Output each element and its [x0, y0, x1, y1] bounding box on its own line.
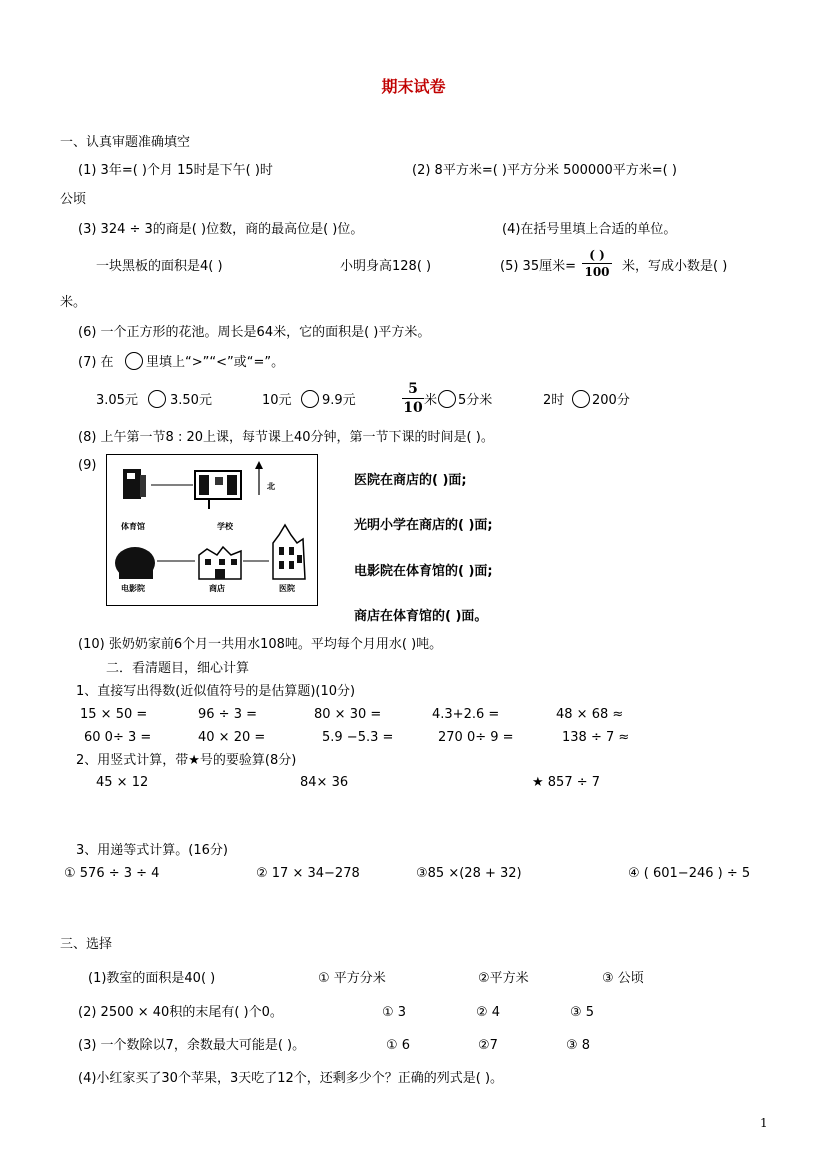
question-3: (3) 324 ÷ 3的商是( )位数，商的最高位是( )位。 [78, 222, 364, 237]
compare-3-left: 米 [424, 393, 438, 408]
part-2-heading: 2、用竖式计算，带★号的要验算(8分) [76, 753, 297, 768]
shop-label: 商店 [209, 584, 225, 593]
choice-1-option-2[interactable]: ②平方米 [478, 971, 529, 986]
choice-2-option-3[interactable]: ③ 5 [570, 1005, 595, 1020]
vertical-calc-3: ★ 857 ÷ 7 [532, 775, 601, 790]
compare-circle [125, 352, 143, 370]
question-10: (10) 张奶奶家前6个月一共用水108吨。平均每个月用水( )吨。 [78, 637, 443, 652]
question-9c: 电影院在体育馆的( )面; [354, 564, 493, 579]
compare-2-left: 10元 [262, 393, 292, 408]
question-5: (5) 35厘米= [500, 259, 576, 274]
step-calc-1: ① 576 ÷ 3 ÷ 4 [64, 866, 160, 881]
fraction-denominator: 10 [403, 400, 423, 416]
compare-3-fraction [402, 381, 424, 416]
compare-2-circle[interactable] [301, 390, 319, 408]
gym-label: 体育馆 [121, 522, 145, 531]
page-title: 期末试卷 [381, 77, 446, 96]
calc-row1-4: 4.3+2.6 = [432, 707, 500, 722]
calc-row2-5: 138 ÷ 7 ≈ [562, 730, 630, 745]
choice-3-option-3[interactable]: ③ 8 [566, 1038, 591, 1053]
compare-4-left: 2时 [543, 393, 565, 408]
compare-1-circle[interactable] [148, 390, 166, 408]
compare-2-right: 9.9元 [322, 393, 356, 408]
question-5-rest: 米，写成小数是( ) [622, 259, 728, 274]
question-9b: 光明小学在商店的( )面; [354, 518, 493, 533]
question-9a: 医院在商店的( )面; [354, 473, 467, 488]
question-7-prefix: (7) 在 [78, 355, 114, 370]
choice-1-option-1[interactable]: ① 平方分米 [318, 971, 386, 986]
step-calc-2: ② 17 × 34−278 [256, 866, 360, 881]
question-2: (2) 8平方米=( )平方分米 500000平方米=( ) [412, 163, 677, 178]
question-9d: 商店在体育馆的( )面。 [354, 609, 488, 624]
question-4a: 一块黑板的面积是4( ) [96, 259, 223, 274]
calc-row2-3: 5.9 −5.3 = [322, 730, 394, 745]
choice-3: (3) 一个数除以7，余数最大可能是( )。 [78, 1038, 306, 1053]
calc-row2-4: 270 0÷ 9 = [438, 730, 514, 745]
calc-row1-2: 96 ÷ 3 = [198, 707, 257, 722]
cinema-label: 电影院 [121, 584, 145, 593]
page-number: 1 [760, 1116, 768, 1130]
calc-row2-1: 60 0÷ 3 = [84, 730, 152, 745]
fraction-numerator: 5 [408, 381, 418, 397]
part-1-heading: 1、直接写出得数(近似值符号的是估算题)(10分) [76, 684, 356, 699]
hospital-label: 医院 [279, 584, 295, 593]
compare-1-right: 3.50元 [170, 393, 212, 408]
compare-1-left: 3.05元 [96, 393, 138, 408]
question-6: (6) 一个正方形的花池。周长是64米，它的面积是( )平方米。 [78, 325, 431, 340]
choice-3-option-1[interactable]: ① 6 [386, 1038, 411, 1053]
choice-4: (4)小红家买了30个苹果，3天吃了12个，还剩多少个？正确的列式是( )。 [78, 1071, 504, 1086]
part-3-heading: 3、用递等式计算。(16分) [76, 843, 228, 858]
section2-heading: 二．看清题目，细心计算 [106, 661, 250, 676]
question-8: (8) 上午第一节8 : 20上课，每节课上40分钟，第一节下课的时间是( )。 [78, 430, 494, 445]
choice-1: (1)教室的面积是40( ) [88, 971, 216, 986]
step-calc-3: ③85 ×(28 + 32) [416, 866, 522, 881]
vertical-calc-1: 45 × 12 [96, 775, 149, 790]
calc-row1-5: 48 × 68 ≈ [556, 707, 624, 722]
school-label: 学校 [217, 522, 233, 531]
compare-3-right: 5分米 [458, 393, 493, 408]
compare-4-right: 200分 [592, 393, 630, 408]
question-4: (4)在括号里填上合适的单位。 [502, 222, 677, 237]
calc-row1-3: 80 × 30 = [314, 707, 382, 722]
compare-4-circle[interactable] [572, 390, 590, 408]
fraction-denominator: 100 [584, 265, 610, 279]
question-5-fraction [582, 248, 612, 279]
question-4b: 小明身高128( ) [340, 259, 432, 274]
section1-heading: 一、认真审题准确填空 [60, 135, 191, 150]
choice-2-option-2[interactable]: ② 4 [476, 1005, 501, 1020]
section3-heading: 三、选择 [60, 937, 113, 952]
compare-3-circle[interactable] [438, 390, 456, 408]
direction-map [106, 454, 318, 606]
choice-1-option-3[interactable]: ③ 公顷 [602, 971, 644, 986]
north-label: 北 [267, 482, 275, 491]
step-calc-4: ④ ( 601−246 ) ÷ 5 [628, 866, 751, 881]
question-9: (9) [78, 458, 97, 473]
choice-2: (2) 2500 × 40积的末尾有( )个0。 [78, 1005, 283, 1020]
calc-row2-2: 40 × 20 = [198, 730, 266, 745]
question-7-instruction: 里填上“>”“<”或“=”。 [146, 355, 285, 370]
choice-3-option-2[interactable]: ②7 [478, 1038, 498, 1053]
question-5-unit: 米。 [60, 295, 87, 310]
choice-2-option-1[interactable]: ① 3 [382, 1005, 407, 1020]
question-1: (1) 3年=( )个月 15时是下午( )时 [78, 163, 273, 178]
vertical-calc-2: 84× 36 [300, 775, 349, 790]
fraction-numerator: ( ) [589, 248, 605, 262]
calc-row1-1: 15 × 50 = [80, 707, 148, 722]
question-2-unit: 公顷 [60, 192, 87, 207]
